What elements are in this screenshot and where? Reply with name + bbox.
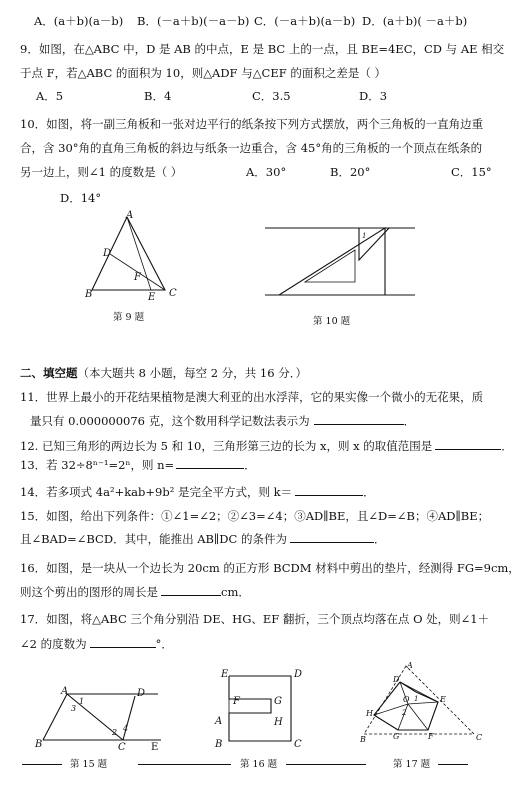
fig15-label-e: E bbox=[151, 742, 159, 753]
q13-line bbox=[20, 457, 256, 473]
fig9-label-c: C bbox=[169, 288, 177, 299]
q9-option-b: B．4 bbox=[144, 89, 172, 103]
figure-9 bbox=[85, 212, 185, 302]
figure-10 bbox=[265, 222, 425, 302]
q8-option-b: B．(－a＋b)(－a－b) bbox=[137, 14, 250, 28]
q10-option-c: C．15° bbox=[451, 165, 492, 179]
fig17-caption: 第 17 题 bbox=[393, 759, 431, 770]
q11-line2-text: 量只有 0.000000076 克，这个数用科学记数法表示为 bbox=[30, 414, 310, 428]
q9-line1: 9．如图，在△ABC 中，D 是 AB 的中点，E 是 BC 上的一点，且 BE=4EC，CD 与 AE 相交 bbox=[20, 42, 505, 56]
q15-answer-blank[interactable] bbox=[290, 532, 374, 543]
q10-option-d: D．14° bbox=[60, 191, 102, 205]
fig16-label-h: H bbox=[274, 717, 283, 728]
fig17-label-o: O bbox=[403, 695, 410, 704]
fig16-label-d: D bbox=[294, 669, 303, 680]
q8-option-c: C．(－a＋b)(a－b) bbox=[254, 14, 356, 28]
fig9-label-b: B bbox=[85, 289, 93, 300]
q9-option-c: C．3.5 bbox=[252, 89, 291, 103]
fig9-caption: 第 9 题 bbox=[113, 312, 145, 323]
q17-line2 bbox=[20, 636, 173, 652]
q13-text: 13．若 32÷8ⁿ⁻¹=2ⁿ，则 n= bbox=[20, 458, 175, 472]
fig17-right-rule bbox=[438, 763, 468, 765]
fig16-label-f: F bbox=[233, 696, 240, 707]
q12-tail: ． bbox=[501, 439, 513, 453]
fig10-caption: 第 10 题 bbox=[313, 316, 351, 327]
fig15-caption: 第 15 题 bbox=[70, 759, 108, 770]
q17-answer-blank[interactable] bbox=[90, 637, 156, 648]
q8-option-d: D．(a＋b)( －a＋b) bbox=[362, 14, 468, 28]
q15-line2-text: 且∠BAD=∠BCD．其中，能推出 AB∥DC 的条件为 bbox=[20, 532, 287, 546]
fig15-label-4: 4 bbox=[123, 724, 129, 733]
fig9-label-e: E bbox=[148, 292, 156, 303]
section2-title: 二、填空题 bbox=[20, 366, 78, 380]
q14-tail: ． bbox=[363, 485, 375, 499]
q10-line3: 另一边上，则∠1 的度数是（ ） bbox=[20, 165, 183, 179]
fig17-label-2: 2 bbox=[402, 709, 407, 717]
q10-option-b: B．20° bbox=[330, 165, 371, 179]
q16-tail: cm． bbox=[221, 585, 250, 599]
fig15-label-a: A bbox=[61, 686, 69, 697]
q16-line2 bbox=[20, 584, 250, 600]
section2-note: （本大题共 8 小题，每空 2 分，共 16 分．） bbox=[77, 366, 307, 380]
figure-16 bbox=[213, 669, 303, 749]
q8-option-a: A．(a＋b)(a－b) bbox=[34, 14, 124, 28]
fig15-right-rule bbox=[138, 763, 231, 765]
fig10-label-1: 1 bbox=[362, 232, 367, 240]
q16-line1: 16．如图，是一块从一个边长为 20cm 的正方形 BCDM 材料中剪出的垫片，经测得 FG=9cm， bbox=[20, 561, 520, 575]
fig17-label-f: F bbox=[428, 732, 434, 741]
q10-line2: 合，含 30°角的直角三角板的斜边与纸条一边重合，含 45°角的三角板的一个顶点在纸条的 bbox=[20, 141, 483, 155]
fig16-label-c: C bbox=[294, 739, 302, 750]
q12-line bbox=[20, 438, 513, 454]
fig17-label-d: D bbox=[393, 675, 400, 684]
fig15-label-1: 1 bbox=[79, 697, 85, 706]
fig16-caption: 第 16 题 bbox=[240, 759, 278, 770]
fig17-label-h: H bbox=[366, 709, 373, 718]
q11-tail: ． bbox=[403, 414, 416, 428]
q14-line bbox=[20, 484, 375, 500]
q10-line1: 10．如图，将一副三角板和一张对边平行的纸条按下列方式摆放，两个三角板的一直角边重 bbox=[20, 117, 484, 131]
q15-tail: ． bbox=[373, 532, 386, 546]
q9-line2: 于点 F，若△ABC 的面积为 10，则△ADF 与△CEF 的面积之差是（ ） bbox=[20, 66, 387, 80]
q10-option-a: A．30° bbox=[246, 165, 287, 179]
fig17-label-1: 1 bbox=[414, 695, 419, 703]
fig16-label-b: B bbox=[215, 739, 223, 750]
fig9-label-d: D bbox=[103, 248, 112, 259]
fig17-label-g: G bbox=[393, 732, 400, 741]
q14-answer-blank[interactable] bbox=[295, 485, 363, 496]
q15-line2 bbox=[20, 531, 385, 547]
fig16-label-a: A bbox=[215, 716, 223, 727]
fig15-label-2: 2 bbox=[112, 728, 118, 737]
q11-line1: 11．世界上最小的开花结果植物是澳大利亚的出水浮萍，它的果实像一个微小的无花果，质 bbox=[20, 390, 484, 404]
q13-tail: ． bbox=[244, 458, 256, 472]
fig17-label-a: A bbox=[407, 661, 413, 670]
fig9-label-f: F bbox=[134, 272, 141, 283]
figure-17 bbox=[360, 662, 490, 752]
q12-text: 12. 已知三角形的两边长为 5 和 10，三角形第三边的长为 x，则 x 的取值范围是 bbox=[20, 439, 433, 453]
q16-line2-text: 则这个剪出的图形的周长是 bbox=[20, 585, 158, 599]
fig15-label-b: B bbox=[35, 739, 43, 750]
figure-15 bbox=[35, 686, 165, 753]
q12-answer-blank[interactable] bbox=[435, 439, 501, 450]
fig17-label-e: E bbox=[440, 695, 446, 704]
q17-line1: 17．如图，将△ABC 三个角分别沿 DE、HG、EF 翻折，三个顶点均落在点 O 处，则∠1＋ bbox=[20, 612, 490, 626]
q16-answer-blank[interactable] bbox=[161, 585, 221, 596]
fig15-label-3: 3 bbox=[71, 704, 77, 713]
fig15-label-d: D bbox=[137, 688, 146, 699]
fig17-label-b: B bbox=[360, 735, 366, 744]
q9-option-a: A．5 bbox=[36, 89, 64, 103]
q11-line2 bbox=[30, 413, 415, 429]
fig15-label-c: C bbox=[118, 742, 126, 753]
q9-option-d: D．3 bbox=[359, 89, 388, 103]
q13-answer-blank[interactable] bbox=[176, 458, 244, 469]
fig16-label-g: G bbox=[274, 696, 282, 707]
fig9-label-a: A bbox=[126, 210, 134, 221]
q14-text: 14．若多项式 4a²+kab+9b² 是完全平方式，则 k＝ bbox=[20, 485, 293, 499]
q11-answer-blank[interactable] bbox=[314, 414, 404, 425]
fig16-right-rule bbox=[286, 763, 366, 765]
q15-line1: 15．如图，给出下列条件：①∠1=∠2；②∠3=∠4；③AD∥BE，且∠D=∠B；④AD∥BE； bbox=[20, 509, 490, 523]
fig17-label-c: C bbox=[476, 733, 483, 742]
q17-tail: °． bbox=[155, 637, 173, 651]
fig16-label-e: E bbox=[221, 669, 229, 680]
q17-line2-text: ∠2 的度数为 bbox=[20, 637, 87, 651]
section2-heading bbox=[20, 365, 307, 381]
fig15-left-rule bbox=[22, 763, 62, 765]
